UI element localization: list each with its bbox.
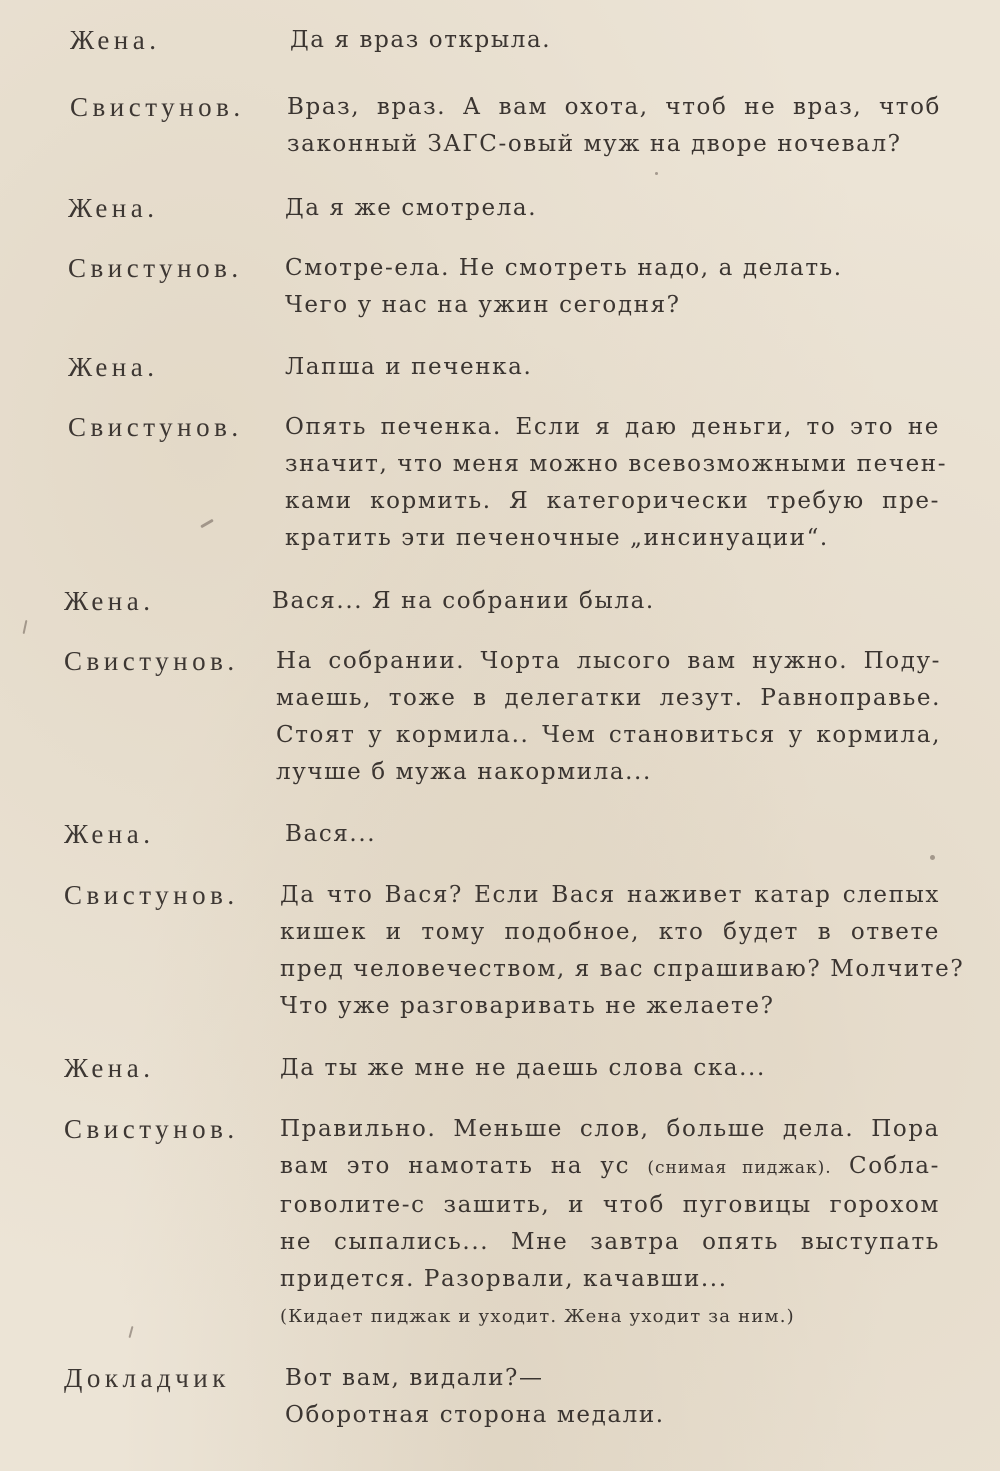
speech-text <box>285 349 935 386</box>
speech-line: Что уже разговаривать не желаете? <box>280 993 775 1019</box>
speech-line: придется. Разорвали, качавши... <box>280 1266 728 1292</box>
speaker-name: Свистунов. <box>70 92 245 122</box>
speech-text <box>280 877 965 1025</box>
speaker-name: Докладчик <box>64 1363 230 1393</box>
speech-line: Вася... Я на собрании была. <box>272 588 655 614</box>
speech-text <box>290 22 940 59</box>
speech-text <box>272 583 932 620</box>
speech-line: не сыпались... Мне завтра опять выступать <box>280 1229 940 1255</box>
speech-line: Вася... <box>285 821 377 847</box>
paper-speck <box>128 1326 133 1338</box>
speech-line: кишек и тому подобное, кто будет в ответе <box>280 919 940 945</box>
speech-line: Чего у нас на ужин сегодня? <box>285 292 681 318</box>
speech-text <box>285 250 940 324</box>
speech-line: Вот вам, видали?— <box>285 1365 544 1391</box>
speech-fragment: Собла- <box>831 1153 940 1179</box>
speech-line: Да что Вася? Если Вася наживет катар слепых <box>280 882 940 908</box>
speaker-name: Свистунов. <box>68 253 243 283</box>
speech-text <box>285 190 935 227</box>
speaker-name: Жена. <box>70 25 161 55</box>
speech-line: Да я враз открыла. <box>290 27 552 53</box>
speech-line: Опять печенка. Если я даю деньги, то это не <box>285 414 940 440</box>
speech-line: Да ты же мне не даешь слова ска... <box>280 1055 766 1081</box>
speech-line: Оборотная сторона медали. <box>285 1402 665 1428</box>
speech-line: говолите-с зашить, и чтоб пуговицы горохом <box>280 1192 940 1218</box>
stage-aside: (снимая пиджак). <box>647 1158 832 1178</box>
speech-text <box>287 89 941 163</box>
speech-line <box>280 1148 940 1187</box>
speech-line: кратить эти печеночные „инсинуации“. <box>285 525 829 551</box>
speech-line: ками кормить. Я категорически требую пре- <box>285 488 940 514</box>
speech-text <box>276 643 941 791</box>
speaker-name: Свистунов. <box>64 1114 239 1144</box>
speech-line: значит, что меня можно всевозможными печен- <box>285 451 948 477</box>
paper-speck <box>655 172 658 175</box>
speech-line: лучше б мужа накормила... <box>276 759 652 785</box>
speech-line: законный ЗАГС-овый муж на дворе ночевал? <box>287 131 902 157</box>
stage-direction: (Кидает пиджак и уходит. Жена уходит за ним.) <box>280 1306 795 1327</box>
speech-line: Враз, враз. А вам охота, чтоб не враз, чтоб <box>287 94 941 120</box>
speech-line: Смотре-ела. Не смотреть надо, а делать. <box>285 255 843 281</box>
speaker-name: Жена. <box>64 586 155 616</box>
speaker-name: Свистунов. <box>64 646 239 676</box>
speech-line: Стоят у кормила.. Чем становиться у кормила, <box>276 722 941 748</box>
speaker-name: Жена. <box>64 1053 155 1083</box>
speech-line: пред человечеством, я вас спрашиваю? Молчите? <box>280 956 965 982</box>
paper-speck <box>930 855 935 860</box>
speech-text <box>285 409 948 557</box>
speech-text <box>280 1111 940 1332</box>
speech-fragment: вам это намотать на ус <box>280 1153 648 1179</box>
speaker-name: Свистунов. <box>68 412 243 442</box>
speaker-name: Жена. <box>64 819 155 849</box>
speech-line: На собрании. Чорта лысого вам нужно. Поду- <box>276 648 941 674</box>
speech-text <box>285 816 935 853</box>
speech-text <box>285 1360 935 1434</box>
speaker-name: Жена. <box>68 193 159 223</box>
paper-speck <box>200 519 214 529</box>
speech-line: маешь, тоже в делегатки лезут. Равноправье. <box>276 685 941 711</box>
speaker-name: Жена. <box>68 352 159 382</box>
paper-speck <box>23 620 28 634</box>
speech-text <box>280 1050 940 1087</box>
speech-line: Лапша и печенка. <box>285 354 533 380</box>
speech-line: Да я же смотрела. <box>285 195 538 221</box>
speech-line: Правильно. Меньше слов, больше дела. Пора <box>280 1116 940 1142</box>
speaker-name: Свистунов. <box>64 880 239 910</box>
